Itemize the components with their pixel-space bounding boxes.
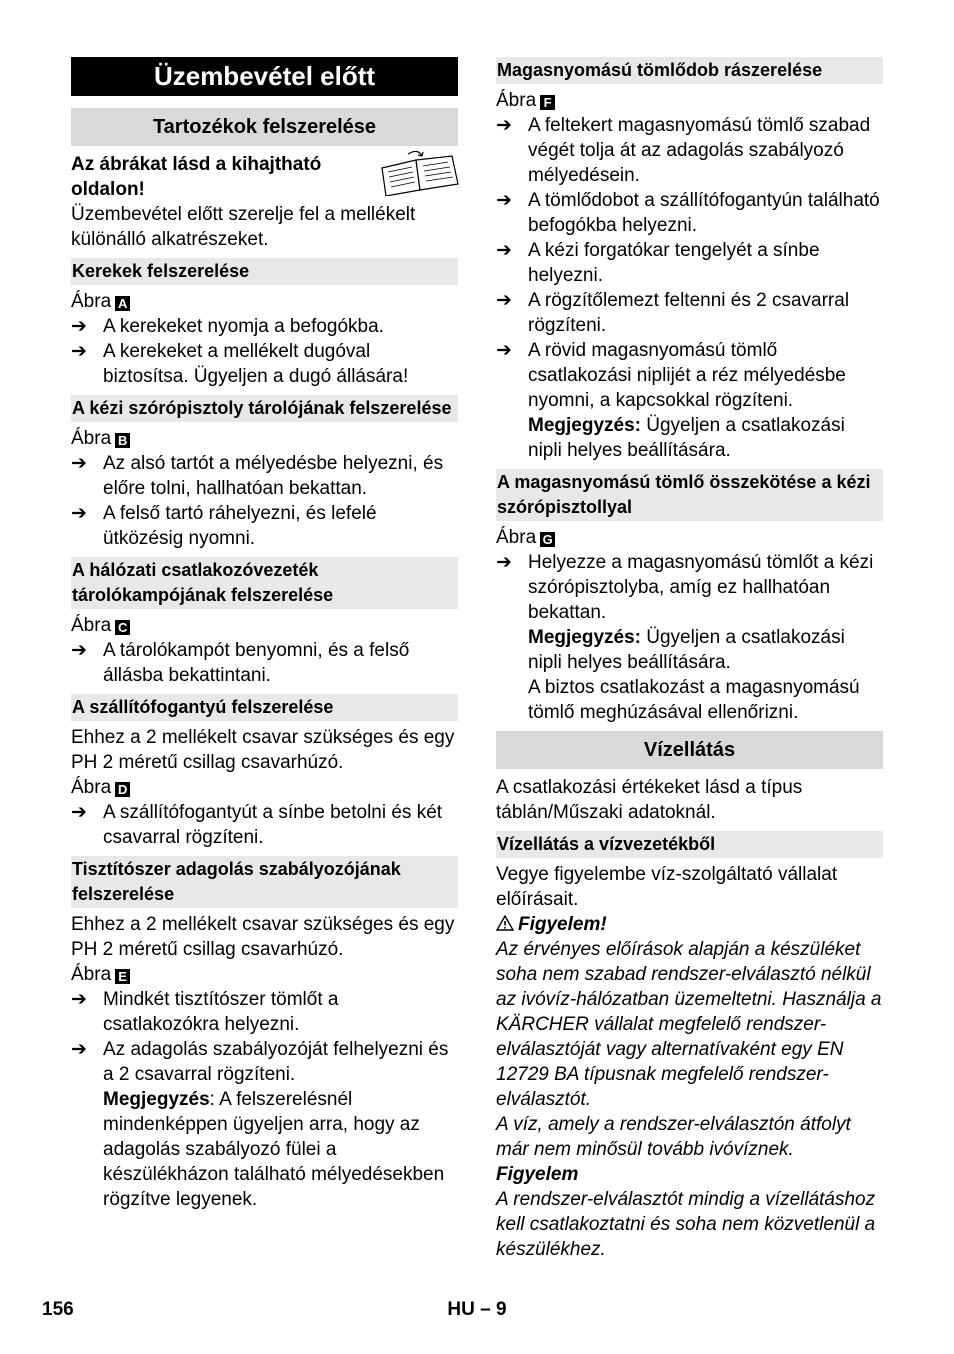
paragraph: A biztos csatlakozást a magasnyomású tömlő meghúzásával ellenőrizni. bbox=[528, 677, 860, 723]
subheading-tisztitoszer: Tisztítószer adagolás szabályozójának felszerelése bbox=[71, 856, 458, 908]
step-text: A kézi forgatókar tengelyét a sínbe helyezni. bbox=[528, 240, 820, 286]
subheading-vizvezetek: Vízellátás a vízvezetékből bbox=[496, 831, 883, 858]
list-item bbox=[71, 800, 458, 850]
step-text: A tárolókampót benyomni, és a felső állásba bekattintani. bbox=[103, 640, 410, 686]
step-text: A kerekeket a mellékelt dugóval biztosítsa. Ügyeljen a dugó állására! bbox=[103, 341, 409, 387]
list-item bbox=[71, 339, 458, 389]
step-text: A szállítófogantyút a sínbe betolni és két csavarral rögzíteni. bbox=[103, 802, 443, 848]
list-item bbox=[496, 113, 883, 188]
list-item bbox=[496, 338, 883, 413]
section-heading-tartozekok: Tartozékok felszerelése bbox=[71, 108, 458, 146]
figure-letter-badge: D bbox=[115, 782, 130, 797]
warning-text: A víz, amely a rendszer-elválasztón átfolyt már nem minősül tovább ivóvíznek. bbox=[496, 1114, 851, 1160]
note-text: Ügyeljen a csatlakozási nipli helyes beállítására. bbox=[528, 415, 845, 461]
note-text: Ügyeljen a csatlakozási nipli helyes beállítására. bbox=[528, 627, 845, 673]
list-item bbox=[71, 501, 458, 551]
step-text: A tömlődobot a szállítófogantyún található befogókba helyezni. bbox=[528, 190, 880, 236]
figure-ref-d bbox=[71, 775, 458, 800]
step-text: A feltekert magasnyomású tömlő szabad végét tolja át az adagolás szabályozó mélyedésein. bbox=[528, 115, 871, 186]
list-item bbox=[496, 188, 883, 238]
subheading-tomlodob: Magasnyomású tömlődob rászerelése bbox=[496, 57, 883, 84]
figure-label: Ábra bbox=[71, 777, 112, 798]
warning-text: Az érvényes előírások alapján a készüléket soha nem szabad rendszer-elválasztó nélkül az ivóvíz-hálózatban üzemeltetni. Használja a KÄRCHER vállalat megfelelő rendszer-elválasztóját vagy alternatívaként egy EN 12729 BA típusnak megfelelő rendszer-elválasztót. bbox=[496, 939, 882, 1110]
arrow-right-icon: ➔ bbox=[71, 316, 87, 337]
intro-bold-text: Az ábrákat lásd a kihajtható oldalon! bbox=[71, 154, 322, 200]
subheading-szoropisztoly: A kézi szórópisztoly tárolójának felszerelése bbox=[71, 395, 458, 422]
arrow-right-icon: ➔ bbox=[71, 1039, 87, 1060]
list-item bbox=[71, 987, 458, 1037]
subheading-halozati: A hálózati csatlakozóvezeték tárolókampójának felszerelése bbox=[71, 557, 458, 609]
figure-letter-badge: F bbox=[540, 95, 555, 110]
figure-ref-c bbox=[71, 613, 458, 638]
subheading-szallito: A szállítófogantyú felszerelése bbox=[71, 694, 458, 721]
list-item bbox=[71, 638, 458, 688]
arrow-right-icon: ➔ bbox=[71, 453, 87, 474]
note-label: Megjegyzés bbox=[103, 1089, 210, 1110]
step-text: A felső tartó ráhelyezni, és lefelé ütközésig nyomni. bbox=[103, 503, 377, 549]
list-item bbox=[496, 550, 883, 625]
arrow-right-icon: ➔ bbox=[71, 341, 87, 362]
page-title: Üzembevétel előtt bbox=[71, 57, 458, 96]
left-column bbox=[71, 57, 458, 1212]
figure-ref-a bbox=[71, 289, 458, 314]
figure-ref-g bbox=[496, 525, 883, 550]
subheading-kerekek: Kerekek felszerelése bbox=[71, 258, 458, 285]
intro-text: Üzembevétel előtt szerelje fel a mellékelt különálló alkatrészeket. bbox=[71, 204, 416, 250]
figure-label: Ábra bbox=[496, 90, 537, 111]
step-text: A rövid magasnyomású tömlő csatlakozási niplijét a réz mélyedésbe nyomni, a kapcsokkal rögzíteni. bbox=[528, 340, 846, 411]
figure-letter-badge: B bbox=[115, 433, 130, 448]
arrow-right-icon: ➔ bbox=[71, 989, 87, 1010]
arrow-right-icon: ➔ bbox=[496, 552, 512, 573]
figure-label: Ábra bbox=[71, 615, 112, 636]
arrow-right-icon: ➔ bbox=[496, 340, 512, 361]
right-column bbox=[496, 57, 883, 1262]
warning-text: A rendszer-elválasztót mindig a vízellátáshoz kell csatlakoztatni és soha nem közvetlenül a készülékhez. bbox=[496, 1189, 876, 1260]
paragraph: Ehhez a 2 mellékelt csavar szükséges és egy PH 2 méretű csillag csavarhúzó. bbox=[71, 914, 455, 960]
note-text: : A felszerelésnél mindenképpen ügyeljen arra, hogy az adagolás szabályozó fülei a készülékházon található mélyedésekben rögzítve legyenek. bbox=[103, 1089, 445, 1210]
step-text: Helyezze a magasnyomású tömlőt a kézi szórópisztolyba, amíg ez hallhatóan bekattan. bbox=[528, 552, 874, 623]
page-number: 156 bbox=[42, 1299, 74, 1320]
paragraph: A csatlakozási értékeket lásd a típus táblán/Műszaki adatoknál. bbox=[496, 777, 803, 823]
paragraph: Ehhez a 2 mellékelt csavar szükséges és egy PH 2 méretű csillag csavarhúzó. bbox=[71, 727, 455, 773]
step-text: Az adagolás szabályozóját felhelyezni és a 2 csavarral rögzíteni. bbox=[103, 1039, 449, 1085]
figure-letter-badge: C bbox=[115, 620, 130, 635]
figure-letter-badge: G bbox=[540, 532, 555, 547]
warning-label: Figyelem! bbox=[518, 914, 607, 935]
figure-label: Ábra bbox=[71, 428, 112, 449]
figure-label: Ábra bbox=[496, 527, 537, 548]
figure-ref-f bbox=[496, 88, 883, 113]
section-heading-vizellatas: Vízellátás bbox=[496, 731, 883, 769]
step-text: A kerekeket nyomja a befogókba. bbox=[103, 316, 384, 337]
list-item bbox=[496, 288, 883, 338]
step-text: A rögzítőlemezt feltenni és 2 csavarral rögzíteni. bbox=[528, 290, 850, 336]
warning-label-2: Figyelem bbox=[496, 1164, 579, 1185]
arrow-right-icon: ➔ bbox=[71, 503, 87, 524]
subheading-osszekotes: A magasnyomású tömlő összekötése a kézi szórópisztollyal bbox=[496, 469, 883, 521]
note-label: Megjegyzés: bbox=[528, 415, 641, 436]
figure-label: Ábra bbox=[71, 291, 112, 312]
note bbox=[71, 1087, 458, 1212]
note bbox=[496, 625, 883, 675]
arrow-right-icon: ➔ bbox=[496, 240, 512, 261]
step-text: Mindkét tisztítószer tömlőt a csatlakozókra helyezni. bbox=[103, 989, 339, 1035]
arrow-right-icon: ➔ bbox=[71, 802, 87, 823]
arrow-right-icon: ➔ bbox=[496, 190, 512, 211]
step-text: Az alsó tartót a mélyedésbe helyezni, és előre tolni, hallhatóan bekattan. bbox=[103, 453, 444, 499]
warning-triangle-icon bbox=[496, 912, 518, 937]
intro-block bbox=[71, 152, 458, 202]
figure-letter-badge: A bbox=[115, 296, 130, 311]
arrow-right-icon: ➔ bbox=[496, 290, 512, 311]
list-item bbox=[71, 314, 458, 339]
list-item bbox=[496, 238, 883, 288]
warning-title bbox=[496, 912, 883, 937]
figure-ref-b bbox=[71, 426, 458, 451]
foldout-book-icon bbox=[378, 150, 460, 196]
arrow-right-icon: ➔ bbox=[71, 640, 87, 661]
figure-label: Ábra bbox=[71, 964, 112, 985]
page-code: HU – 9 bbox=[447, 1299, 507, 1320]
list-item bbox=[71, 1037, 458, 1087]
paragraph: Vegye figyelembe víz-szolgáltató vállalat előírásait. bbox=[496, 864, 838, 910]
figure-ref-e bbox=[71, 962, 458, 987]
note-label: Megjegyzés: bbox=[528, 627, 641, 648]
figure-letter-badge: E bbox=[115, 969, 130, 984]
arrow-right-icon: ➔ bbox=[496, 115, 512, 136]
list-item bbox=[71, 451, 458, 501]
note bbox=[496, 413, 883, 463]
